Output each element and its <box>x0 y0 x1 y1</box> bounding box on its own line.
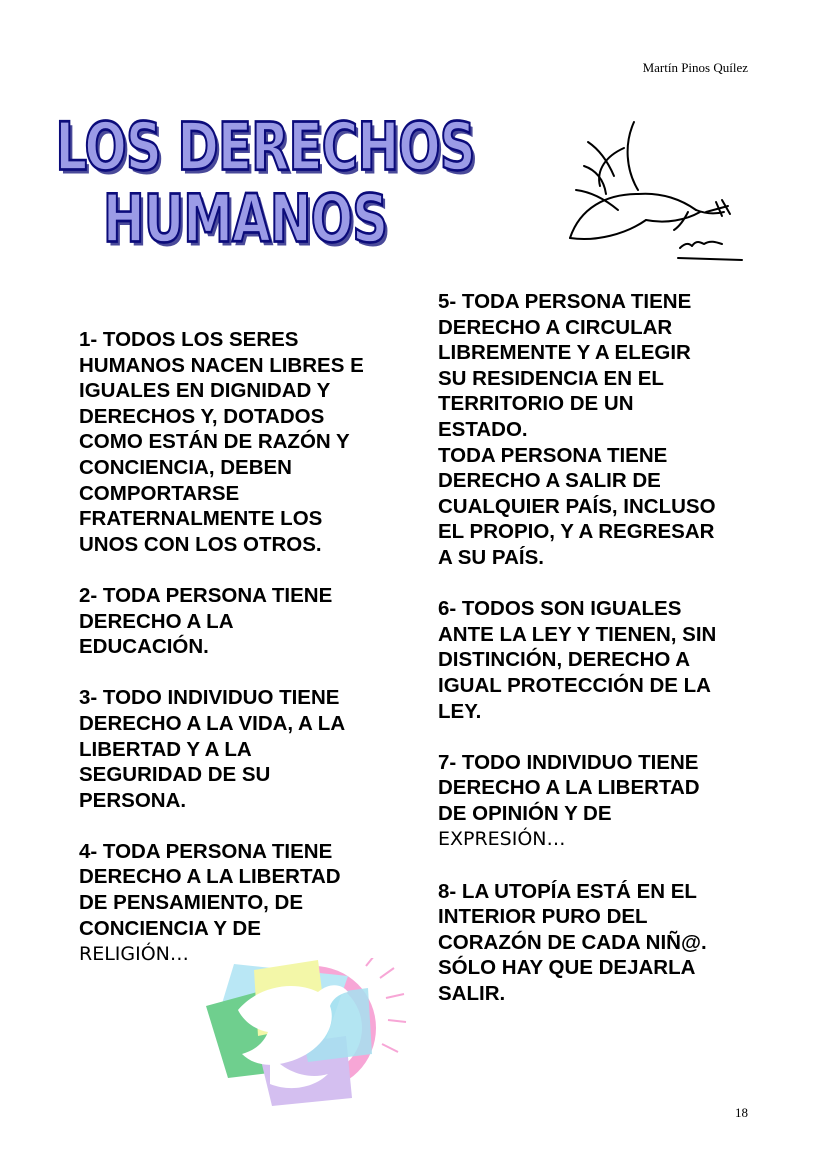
title-line-2: HUMANOS <box>102 180 388 258</box>
page-author: Martín Pinos Quílez <box>642 60 748 75</box>
article-5: 5- TODA PERSONA TIENE DERECHO A CIRCULAR LIBREMENTE Y A ELEGIR SU RESIDENCIA EN EL TERRITORIO DE UN ESTADO. TODA PERSONA TIENE DERECHO A SALIR DE CUALQUIER PAÍS, INCLUSO EL PROPIO, Y A REGRESAR A SU PAÍS. <box>438 290 716 569</box>
article-6: 6- TODOS SON IGUALES ANTE LA LEY Y TIENEN, SIN DISTINCIÓN, DERECHO A IGUAL PROTECCIÓN DE LA LEY. <box>438 597 717 723</box>
article-1: 1- TODOS LOS SERES HUMANOS NACEN LIBRES E IGUALES EN DIGNIDAD Y DERECHOS Y, DOTADOS COMO ESTÁN DE RAZÓN Y CONCIENCIA, DEBEN COMPORTARSE FRATERNALMENTE LOS UNOS CON LOS OTROS. <box>79 328 364 556</box>
article-7 <box>438 750 758 853</box>
colorful-dove-icon <box>198 958 410 1108</box>
article-3: 3- TODO INDIVIDUO TIENE DERECHO A LA VIDA, A LA LIBERTAD Y A LA SEGURIDAD DE SU PERSONA. <box>79 686 346 812</box>
articles-right-column <box>438 289 758 1032</box>
article-7-tail: EXPRESIÓN… <box>438 828 566 851</box>
articles-left-column <box>79 327 399 993</box>
article-7-text: 7- TODO INDIVIDUO TIENE DERECHO A LA LIBERTAD DE OPINIÓN Y DE <box>438 750 700 825</box>
article-2: 2- TODA PERSONA TIENE DERECHO A LA EDUCACIÓN. <box>79 583 333 659</box>
article-4-text: 4- TODA PERSONA TIENE DERECHO A LA LIBERTAD DE PENSAMIENTO, DE CONCIENCIA Y DE <box>79 839 341 940</box>
article-4 <box>79 839 399 968</box>
page-number: 18 <box>735 1105 748 1120</box>
title-line-1: LOS DERECHOS <box>55 108 475 186</box>
page-title <box>50 108 480 258</box>
picasso-dove-icon <box>566 108 750 268</box>
article-4-tail: RELIGIÓN… <box>79 943 189 966</box>
article-8: 8- LA UTOPÍA ESTÁ EN EL INTERIOR PURO DEL CORAZÓN DE CADA NIÑ@. SÓLO HAY QUE DEJARLA SALIR. <box>438 879 707 1006</box>
